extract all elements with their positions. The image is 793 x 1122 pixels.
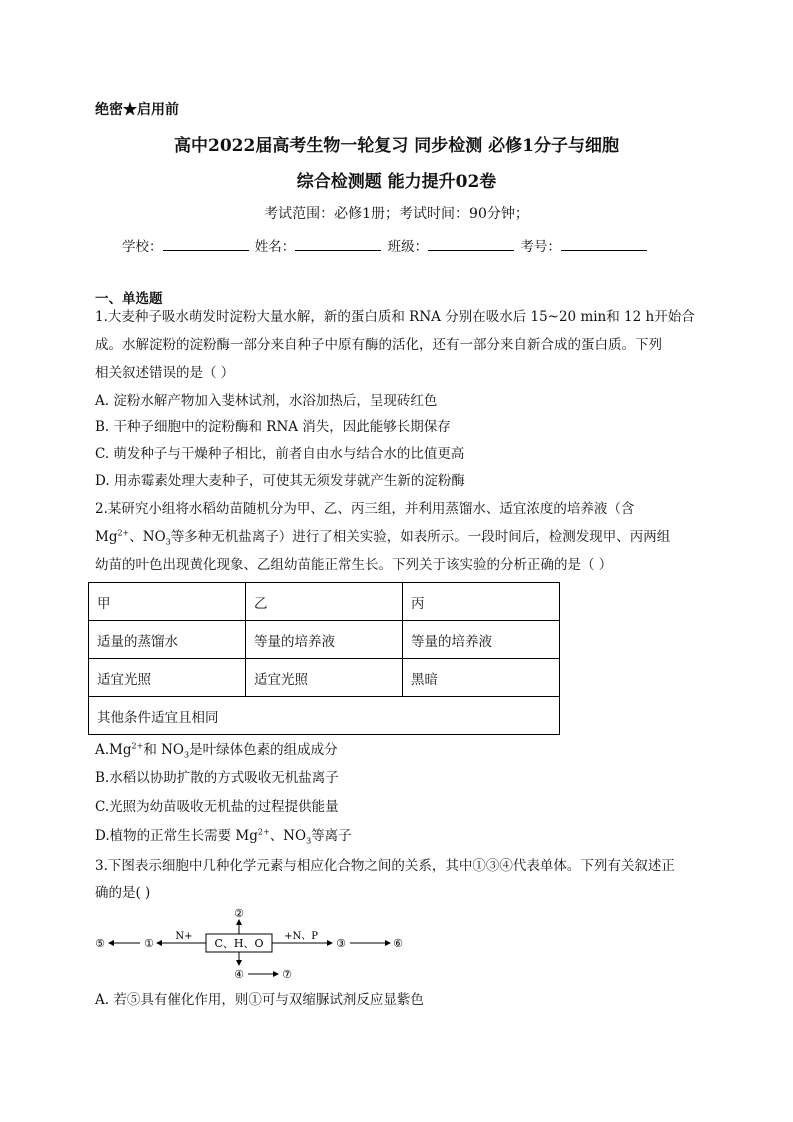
q2-stem-line1: 2.某研究小组将水稻幼苗随机分为甲、乙、丙三组，并利用蒸馏水、适宜浓度的培养液（含 <box>95 501 635 517</box>
table-cell: 乙 <box>246 583 403 621</box>
q1-option-b: B. 干种子细胞中的淀粉酶和 RNA 消失，因此能够长期保存 <box>95 419 451 435</box>
section-title: 一、单选题 <box>95 291 163 307</box>
q2-option-d: D.植物的正常生长需要 $Mg^{2+}$、$NO_3$等离子 <box>95 827 352 846</box>
table-cell: 丙 <box>403 583 560 621</box>
q1-option-c: C. 萌发种子与干燥种子相比，前者自由水与结合水的比值更高 <box>95 446 465 462</box>
confidential-mark: 绝密★启用前 <box>95 102 179 118</box>
q2-stem-line2: $Mg^{2+}$、$NO_3$等多种无机盐离子）进行了相关实验，如表所示。一段时间后，检测发现甲、丙两组 <box>95 528 671 547</box>
q1-stem-line2: 成。水解淀粉的淀粉酶一部分来自种子中原有酶的活化，还有一部分来自新合成的蛋白质。下列 <box>95 337 662 353</box>
q2-option-b: B.水稻以协助扩散的方式吸收无机盐离子 <box>95 770 339 786</box>
table-row <box>89 697 560 735</box>
class-label: 班级： <box>387 239 429 255</box>
student-info-fields <box>122 235 649 255</box>
node-5: ⑤ <box>95 937 105 950</box>
q2-option-c: C.光照为幼苗吸收无机盐的过程提供能量 <box>95 799 339 815</box>
name-blank[interactable] <box>295 238 381 251</box>
node-1: ① <box>144 937 154 950</box>
q3-option-a: A. 若⑤具有催化作用，则①可与双缩脲试剂反应显紫色 <box>95 992 424 1008</box>
name-label: 姓名： <box>254 239 296 255</box>
class-blank[interactable] <box>428 238 514 251</box>
table-row <box>89 621 560 659</box>
table-footer-cell: 其他条件适宜且相同 <box>89 697 560 735</box>
node-4: ④ <box>234 968 244 981</box>
table-cell: 适宜光照 <box>246 659 403 697</box>
q3-stem-line2: 确的是( ) <box>95 885 151 901</box>
node-6: ⑥ <box>393 937 403 950</box>
q2-stem-line3: 幼苗的叶色出现黄化现象、乙组幼苗能正常生长。下列关于该实验的分析正确的是（ ） <box>95 557 613 573</box>
exam-number-label: 考号： <box>520 239 561 255</box>
q1-stem-line3: 相关叙述错误的是（ ） <box>95 365 235 381</box>
q2-experiment-table <box>88 582 560 735</box>
exam-info: 考试范围：必修1册；考试时间：90分钟； <box>264 206 529 222</box>
q2-option-a: $A.Mg^{2+}$和 $NO_3$是叶绿体色素的组成成分 <box>95 741 338 760</box>
page-title: 高中2022届高考生物一轮复习 同步检测 必修1分子与细胞 <box>174 136 619 156</box>
school-label: 学校： <box>122 239 163 255</box>
table-cell: 等量的培养液 <box>403 621 560 659</box>
table-cell: 等量的培养液 <box>246 621 403 659</box>
center-label: C、H、O <box>214 937 264 950</box>
school-blank[interactable] <box>163 238 249 251</box>
node-3: ③ <box>336 937 346 950</box>
q3-element-compound-diagram <box>92 906 422 982</box>
q1-stem-line1: 1.大麦种子吸水萌发时淀粉大量水解，新的蛋白质和 RNA 分别在吸水后 15~20 min和 12 h开始合 <box>95 309 695 325</box>
q3-stem-line1: 3.下图表示细胞中几种化学元素与相应化合物之间的关系，其中①③④代表单体。下列有关叙述正 <box>95 858 675 874</box>
table-cell: 适宜光照 <box>89 659 246 697</box>
node-2: ② <box>234 907 244 920</box>
table-row <box>89 583 560 621</box>
right-arrow-label: +N、P <box>284 931 318 942</box>
table-cell: 甲 <box>89 583 246 621</box>
left-arrow-label: N+ <box>175 931 193 942</box>
q1-option-d: D. 用赤霉素处理大麦种子，可使其无须发芽就产生新的淀粉酶 <box>95 473 465 489</box>
q1-option-a: A. 淀粉水解产物加入斐林试剂，水浴加热后，呈现砖红色 <box>95 393 438 409</box>
node-7: ⑦ <box>282 968 292 981</box>
page-title-line2: 综合检测题 能力提升02卷 <box>296 172 497 192</box>
exam-number-blank[interactable] <box>561 238 647 251</box>
table-cell: 适量的蒸馏水 <box>89 621 246 659</box>
table-cell: 黑暗 <box>403 659 560 697</box>
table-row <box>89 659 560 697</box>
